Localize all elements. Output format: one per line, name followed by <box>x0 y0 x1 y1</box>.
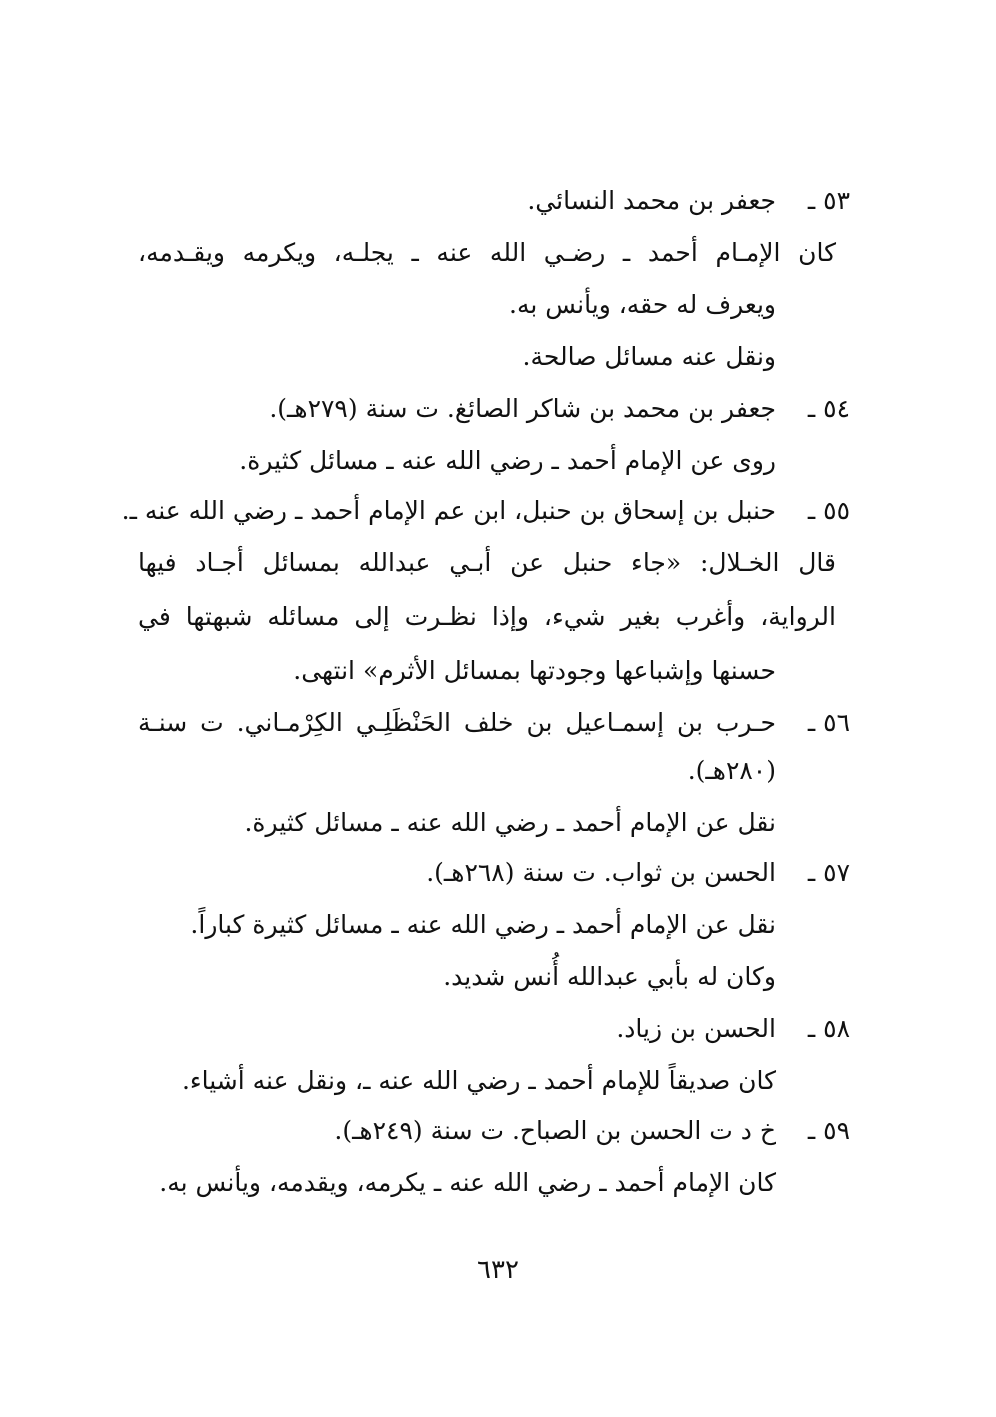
page-number: ٦٣٢ <box>477 1255 519 1285</box>
entry-number: ٥٨ ـ <box>807 1014 850 1043</box>
entry-number: ٥٩ ـ <box>807 1116 850 1145</box>
entry-number: ٥٧ ـ <box>807 858 850 887</box>
entry-text-line: وكان له بأبي عبدالله أُنس شديد. <box>443 962 776 991</box>
entry-number: ٥٥ ـ <box>807 496 850 525</box>
entry-text-line: كان صديقاً للإمام أحمد ـ رضي الله عنه ـ، ونقل عنه أشياء. <box>181 1066 776 1095</box>
entry-text-line: الرواية، وأغرب بغير شيء، وإذا نظـرت إلى مسائله شبهتها في <box>138 602 836 631</box>
entry-heading: الحسن بن زياد. <box>616 1014 776 1043</box>
entry-heading: خ د ت الحسن بن الصباح. ت سنة (٢٤٩هـ). <box>334 1116 776 1145</box>
entry-text-line: ويعرف له حقه، ويأنس به. <box>509 290 776 319</box>
entry-text-line: نقل عن الإمام أحمد ـ رضي الله عنه ـ مسائل كثيرة. <box>244 808 776 837</box>
entry-text-line: كان الإمـام أحمد ـ رضـي الله عنه ـ يجلـه، ويكرمه ويقـدمه، <box>138 238 836 267</box>
entry-heading: جعفر بن محمد النسائي. <box>527 186 776 215</box>
entry-text-line: روى عن الإمام أحمد ـ رضي الله عنه ـ مسائل كثيرة. <box>239 446 776 475</box>
entry-text-line: ونقل عنه مسائل صالحة. <box>522 342 776 371</box>
entry-heading: الحسن بن ثواب. ت سنة (٢٦٨هـ). <box>426 858 776 887</box>
entry-text-line: نقل عن الإمام أحمد ـ رضي الله عنه ـ مسائل كثيرة كباراً. <box>190 910 776 939</box>
entry-text-line: حسنها وإشباعها وجودتها بمسائل الأثرم» انتهى. <box>293 656 776 685</box>
entry-heading: حـرب بن إسمـاعيل بن خلف الحَنْظَلِـي الكِرْمـاني. ت سنـة <box>138 708 776 737</box>
entry-number: ٥٤ ـ <box>807 394 850 423</box>
entry-text-line: قال الخـلال: «جاء حنبل عن أبـي عبدالله بمسائل أجـاد فيها <box>138 548 836 577</box>
entry-heading: جعفر بن محمد بن شاكر الصائغ. ت سنة (٢٧٩هـ). <box>269 394 776 423</box>
entry-heading: حنبل بن إسحاق بن حنبل، ابن عم الإمام أحمد ـ رضي الله عنه ـ. <box>121 496 776 525</box>
entry-number: ٥٦ ـ <box>807 708 850 737</box>
entry-number: ٥٣ ـ <box>807 186 850 215</box>
entry-text-line: كان الإمام أحمد ـ رضي الله عنه ـ يكرمه، ويقدمه، ويأنس به. <box>159 1168 776 1197</box>
entry-heading-continued: (٢٨٠هـ). <box>687 756 776 785</box>
